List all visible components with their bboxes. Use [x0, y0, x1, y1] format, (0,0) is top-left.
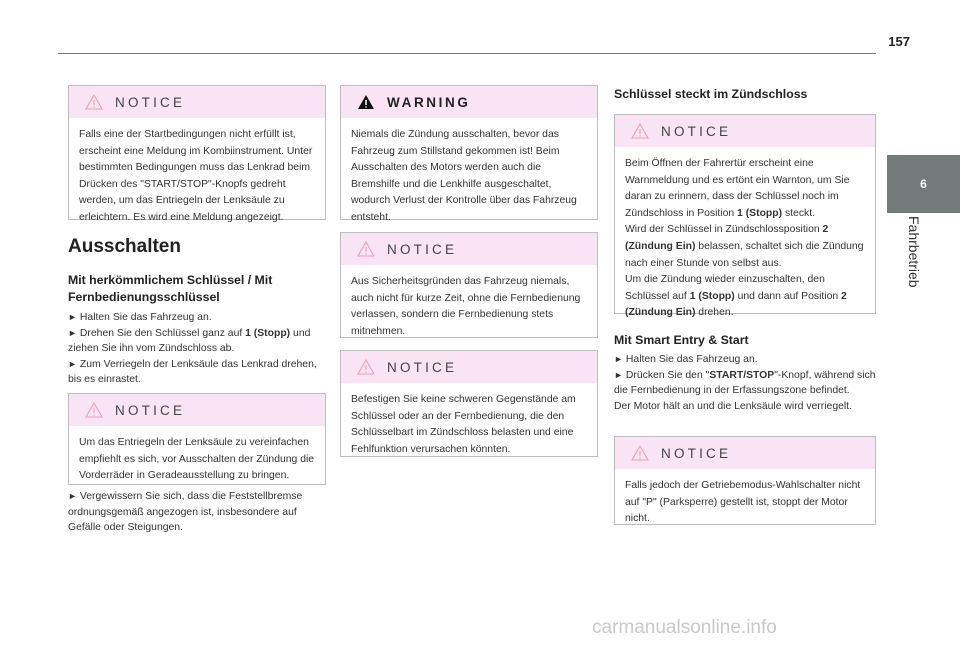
- warning-triangle-icon: [357, 359, 375, 375]
- notice-header: [341, 233, 597, 265]
- step-1: ► Halten Sie das Fahrzeug an.: [614, 354, 758, 365]
- step-3-result: Der Motor hält an und die Lenksäule wird verriegelt.: [614, 400, 852, 412]
- warning-triangle-icon: [631, 445, 649, 461]
- notice-text: Aus Sicherheitsgründen das Fahrzeug niemals, auch nicht für kurze Zeit, ohne die Fernbedienung verlassen, sondern die Fernbedienung stets mitnehmen.: [351, 276, 581, 337]
- notice-header: [615, 115, 875, 147]
- subheading-key-in-ignition: Schlüssel steckt im Zündschloss: [614, 87, 808, 101]
- notice-text: Falls eine der Startbedingungen nicht erfüllt ist, erscheint eine Meldung im Kombiinstrument. Unter bestimmten Bedingungen muss das Lenkrad beim Drücken des "START/STOP"-Knopfs gedreht werden, um das Entriegeln der Lenksäule zu erleichtern. Es wird eine Meldung angezeigt.: [79, 129, 313, 223]
- section-heading-ausschalten: Ausschalten: [68, 236, 181, 257]
- chapter-number: 6: [920, 177, 927, 191]
- page-number: 157: [888, 34, 910, 49]
- step-3: ► Zum Verriegeln der Lenksäule das Lenkrad drehen, bis es einrastet.: [68, 358, 317, 386]
- notice-box-key-reminder: [614, 114, 876, 319]
- notice-title: NOTICE: [115, 402, 186, 418]
- warning-triangle-icon: [85, 402, 103, 418]
- warning-triangle-icon: [357, 94, 375, 110]
- final-step: ► Vergewissern Sie sich, dass die Feststellbremse ordnungsgemäß angezogen ist, insbesondere auf Gefälle oder Steigungen.: [68, 491, 303, 534]
- arrow-icon: ►: [68, 327, 77, 338]
- arrow-icon: ►: [68, 491, 77, 501]
- notice-box-start-conditions: [68, 85, 326, 223]
- warning-triangle-icon: [357, 241, 375, 257]
- warning-box: [340, 85, 598, 223]
- watermark: carmanualsonline.info: [592, 617, 777, 638]
- notice-header: [69, 394, 325, 426]
- notice-header: [69, 86, 325, 118]
- notice-box-front-wheels: [68, 393, 326, 485]
- warning-text: Niemals die Zündung ausschalten, bevor das Fahrzeug zum Stillstand gekommen ist! Beim Ausschalten des Motors werden auch die Bremshilfe und die Lenkhilfe ausgeschaltet, wodurch Verlust der Kontrolle über das Fahrzeug entsteht.: [351, 129, 577, 223]
- notice-title: NOTICE: [387, 359, 458, 375]
- notice-text: Um das Entriegeln der Lenksäule zu vereinfachen empfiehlt es sich, vor Ausschalten der Zündung die Vorderräder in Geradeausstellung zu bringen.: [79, 437, 315, 482]
- arrow-icon: ►: [68, 358, 77, 369]
- subheading-smart-entry: Mit Smart Entry & Start: [614, 333, 749, 347]
- notice-header: [615, 437, 875, 469]
- notice-text: Befestigen Sie keine schweren Gegenstände am Schlüssel oder an der Fernbedienung, die den Schlüsselbart im Zündschloss belasten und eine Fehlfunktion verursachen könnten.: [351, 394, 576, 455]
- notice-text: Falls jedoch der Getriebemodus-Wahlschalter nicht auf "P" (Parksperre) gestellt ist, stoppt der Motor nicht.: [625, 480, 861, 525]
- header-rule: [58, 53, 876, 54]
- notice-box-remote: [340, 232, 598, 338]
- warning-triangle-icon: [85, 94, 103, 110]
- step-1: ► Halten Sie das Fahrzeug an.: [68, 312, 212, 323]
- steps-conventional-key: [68, 310, 326, 388]
- steps-smart-entry: [614, 352, 876, 414]
- chapter-tab[interactable]: [887, 155, 960, 213]
- notice-text: Beim Öffnen der Fahrertür erscheint eine Warnmeldung und es ertönt ein Warnton, um Sie daran zu erinnern, dass der Schlüssel noch im Zündschloss in Position 1 (Stopp) steckt. Wird der Schlüssel in Zündschlossposition 2 (Zündung Ein) belassen, schaltet sich die Zündung nach einer Stunde von selbst aus. Um die Zündung wieder einzuschalten, den Schlüssel auf 1 (Stopp) und dann auf Position 2 (Zündung Ein) drehen.: [625, 158, 864, 319]
- notice-header: [341, 351, 597, 383]
- warning-triangle-icon: [631, 123, 649, 139]
- arrow-icon: ►: [614, 354, 623, 364]
- subheading-conventional-key: Mit herkömmlichem Schlüssel / Mit Fernbedienungsschlüssel: [68, 273, 273, 304]
- notice-title: NOTICE: [115, 94, 186, 110]
- step-2: ► Drehen Sie den Schlüssel ganz auf 1 (Stopp) und ziehen Sie ihn vom Zündschloss ab.: [68, 327, 311, 355]
- notice-box-gear-selector: [614, 436, 876, 525]
- notice-title: NOTICE: [661, 123, 732, 139]
- arrow-icon: ►: [68, 312, 77, 322]
- step-2: ► Drücken Sie den "START/STOP"-Knopf, während sich die Fernbedienung in der Erfassungszone befindet.: [614, 369, 876, 397]
- warning-title: WARNING: [387, 94, 471, 110]
- notice-title: NOTICE: [661, 445, 732, 461]
- arrow-icon: ►: [614, 369, 623, 380]
- notice-box-heavy-objects: [340, 350, 598, 457]
- notice-title: NOTICE: [387, 241, 458, 257]
- chapter-title: Fahrbetrieb: [906, 216, 922, 288]
- warning-header: [341, 86, 597, 118]
